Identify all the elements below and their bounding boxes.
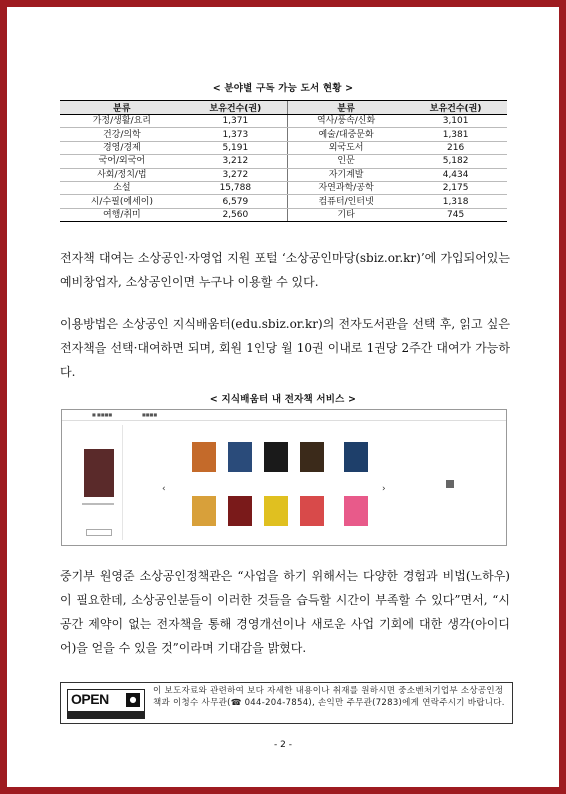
table-cell: 자기계발 bbox=[287, 168, 404, 181]
screenshot-caption: < 지식배움터 내 전자책 서비스 > bbox=[209, 394, 357, 405]
table-cell: 컴퓨터/인터넷 bbox=[287, 195, 404, 208]
license-icon: ● bbox=[126, 693, 140, 707]
paragraph-usage: 이용방법은 소상공인 지식배움터(edu.sbiz.or.kr)의 전자도서관을 선택 후, 읽고 싶은 전자책을 선택·대여하면 되며, 회원 1인당 월 10권 이내로 1권당 2주간 대여가 가능하다. bbox=[60, 317, 510, 379]
table-cell: 2,560 bbox=[184, 208, 288, 221]
table-cell: 5,182 bbox=[404, 155, 507, 168]
carousel-prev-icon: ‹ bbox=[162, 484, 166, 494]
contact-footer bbox=[60, 682, 513, 724]
carousel-next-icon: › bbox=[382, 484, 386, 494]
table-row bbox=[60, 115, 507, 128]
table-cell: 자연과학/공학 bbox=[287, 181, 404, 194]
book-cover bbox=[344, 496, 368, 526]
table-row bbox=[60, 181, 507, 194]
table-cell: 인문 bbox=[287, 155, 404, 168]
scroll-up-icon bbox=[446, 480, 454, 488]
table-cell: 시/수필(에세이) bbox=[60, 195, 184, 208]
table-cell: 6,579 bbox=[184, 195, 288, 208]
book-cover bbox=[264, 496, 288, 526]
table-caption: < 분야별 구독 가능 도서 현황 > bbox=[212, 83, 354, 94]
open-logo-text: OPEN bbox=[71, 691, 109, 707]
logo-strip bbox=[68, 711, 144, 718]
table-cell: 가정/생활/요리 bbox=[60, 115, 184, 128]
table-cell: 경영/경제 bbox=[60, 141, 184, 154]
table-cell: 15,788 bbox=[184, 181, 288, 194]
book-cover bbox=[228, 496, 252, 526]
table-cell: 2,175 bbox=[404, 181, 507, 194]
table-cell: 기타 bbox=[287, 208, 404, 221]
screenshot-topbar: ■ ■■■■ ■■■■ bbox=[62, 410, 506, 421]
table-row bbox=[60, 141, 507, 154]
table-cell: 3,212 bbox=[184, 155, 288, 168]
borrow-button-graphic bbox=[86, 529, 112, 536]
table-cell: 1,371 bbox=[184, 115, 288, 128]
table-cell: 건강/의학 bbox=[60, 128, 184, 141]
header-category-1: 분류 bbox=[60, 101, 184, 115]
book-cover bbox=[264, 442, 288, 472]
table-cell: 예술/대중문화 bbox=[287, 128, 404, 141]
table-cell: 1,373 bbox=[184, 128, 288, 141]
table-cell: 여행/취미 bbox=[60, 208, 184, 221]
book-cover bbox=[344, 442, 368, 472]
ebook-service-screenshot bbox=[61, 409, 507, 546]
footer-contact-text: 이 보도자료와 관련하여 보다 자세한 내용이나 취재를 원하시면 중소벤처기업부 소상공인정책과 이청수 사무관(☎ 044-204-7854), 손익만 주무관(7283)에게 연락주시기 바랍니다. bbox=[153, 686, 505, 708]
open-license-logo bbox=[67, 689, 145, 719]
paragraph-quote: 중기부 원영준 소상공인정책관은 “사업을 하기 위해서는 다양한 경험과 비법(노하우)이 필요한데, 소상공인분들이 이러한 것들을 습득할 시간이 부족할 수 있다”면서, “시공간 제약이 없는 전자책을 통해 경영개선이나 새로운 사업 기회에 대한 생각(아이디어)을 얻을 수 있을 것”이라며 기대감을 밝혔다. bbox=[60, 569, 510, 655]
paragraph-eligibility: 전자책 대여는 소상공인·자영업 지원 포털 ‘소상공인마당(sbiz.or.kr)’에 가입되어있는 예비창업자, 소상공인이면 누구나 이용할 수 있다. bbox=[60, 251, 510, 289]
header-category-2: 분류 bbox=[287, 101, 404, 115]
book-cover bbox=[300, 442, 324, 472]
table-row bbox=[60, 208, 507, 221]
table-header-row bbox=[60, 101, 507, 115]
book-cover bbox=[192, 442, 216, 472]
table-row bbox=[60, 128, 507, 141]
table-cell: 외국도서 bbox=[287, 141, 404, 154]
page-number: - 2 - bbox=[274, 740, 292, 750]
book-cover bbox=[192, 496, 216, 526]
table-cell: 1,318 bbox=[404, 195, 507, 208]
screenshot-sidebar bbox=[68, 425, 123, 540]
header-count-1: 보유건수(권) bbox=[184, 101, 288, 115]
table-cell: 745 bbox=[404, 208, 507, 221]
book-stats-table bbox=[60, 100, 507, 222]
table-row bbox=[60, 195, 507, 208]
table-cell: 국어/외국어 bbox=[60, 155, 184, 168]
table-cell: 소설 bbox=[60, 181, 184, 194]
table-cell: 1,381 bbox=[404, 128, 507, 141]
table-cell: 216 bbox=[404, 141, 507, 154]
table-row bbox=[60, 168, 507, 181]
table-cell: 역사/풍속/신화 bbox=[287, 115, 404, 128]
table-cell: 5,191 bbox=[184, 141, 288, 154]
book-cover bbox=[300, 496, 324, 526]
featured-book-cover bbox=[84, 449, 114, 497]
table-row bbox=[60, 155, 507, 168]
header-count-2: 보유건수(권) bbox=[404, 101, 507, 115]
featured-book-label bbox=[82, 503, 114, 505]
table-cell: 사회/정치/법 bbox=[60, 168, 184, 181]
table-cell: 3,272 bbox=[184, 168, 288, 181]
table-cell: 4,434 bbox=[404, 168, 507, 181]
book-cover bbox=[228, 442, 252, 472]
table-cell: 3,101 bbox=[404, 115, 507, 128]
